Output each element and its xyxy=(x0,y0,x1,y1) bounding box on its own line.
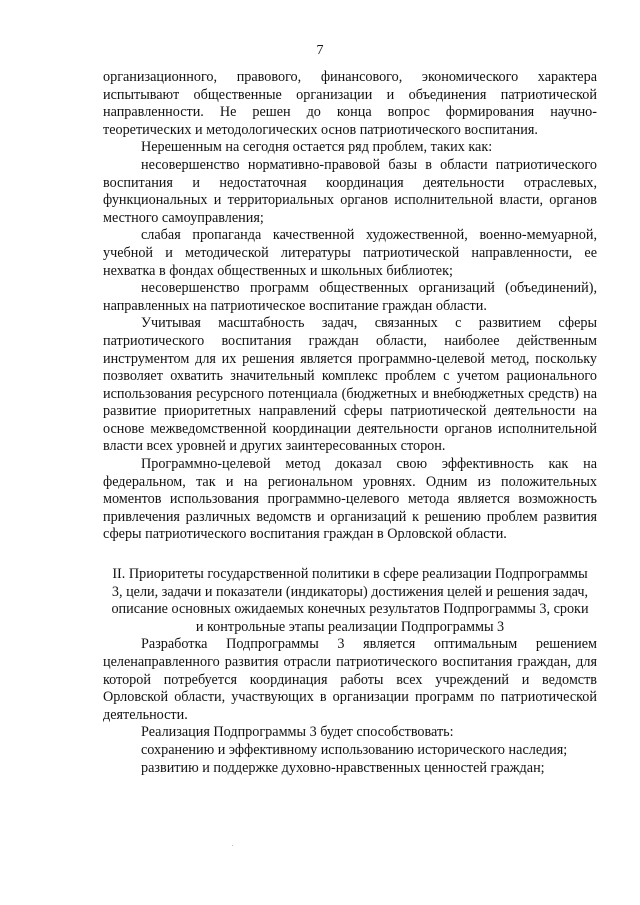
document-body xyxy=(103,69,597,777)
list-item: сохранению и эффективному использованию исторического наследия; xyxy=(141,741,568,758)
paragraph: Учитывая масштабность задач, связанных с развитием сферы патриотического воспитания граждан области, наиболее действенным инструментом для их решения является программно-целевой метод, поскольку позволяет охватить значительный комплекс проблем с учетом рационального использования ресурсного потенциала (бюджетных и внебюджетных средств) на развитие приоритетных направлений сферы патриотической деятельности на основе межведомственной координации деятельности органов исполнительной власти всех уровней и других заинтересованных сторон. xyxy=(103,315,597,455)
scan-speck xyxy=(232,845,233,846)
paragraph: Программно-целевой метод доказал свою эффективность как на федеральном, так и на региональном уровнях. Одним из положительных моментов использования программно-целевого метода является возможность привлечения различных ведомств и организаций к решению проблем развития сферы патриотического воспитания граждан в Орловской области. xyxy=(103,456,597,543)
list-item: развитию и поддержке духовно-нравственных ценностей граждан; xyxy=(141,759,545,776)
list-item: слабая пропаганда качественной художественной, военно-мемуарной, учебной и методической литературы патриотической направленности, ее нехватка в фондах общественных и школьных библиотек; xyxy=(103,227,597,279)
page-number: 7 xyxy=(316,43,324,58)
paragraph: Разработка Подпрограммы 3 является оптимальным решением целенаправленного развития отрасли патриотического воспитания граждан, для которой потребуется координация работы всех учреждений и ведомств Орловской области, участвующих в организации программ по патриотической деятельности. xyxy=(103,636,597,723)
section-heading: II. Приоритеты государственной политики в сфере реализации Подпрограммы 3, цели, задачи и показатели (индикаторы) достижения целей и решения задач, описание основных ожидаемых конечных результатов Подпрограммы 3, сроки и контрольные этапы реализации Подпрограммы 3 xyxy=(111,566,589,635)
paragraph: Нерешенным на сегодня остается ряд проблем, таких как: xyxy=(141,139,493,156)
list-item: несовершенство программ общественных организаций (объединений), направленных на патриотическое воспитание граждан области. xyxy=(103,280,597,314)
list-item: несовершенство нормативно-правовой базы в области патриотического воспитания и недостаточная координация деятельности отраслевых, функциональных и территориальных органов исполнительной власти, органов местного самоуправления; xyxy=(103,156,597,226)
paragraph: Реализация Подпрограммы 3 будет способствовать: xyxy=(141,724,454,741)
paragraph: организационного, правового, финансового, экономического характера испытывают общественные организации и объединения патриотической направленности. Не решен до конца вопрос формирования научно-теоретических и методологических основ патриотического воспитания. xyxy=(103,69,597,138)
